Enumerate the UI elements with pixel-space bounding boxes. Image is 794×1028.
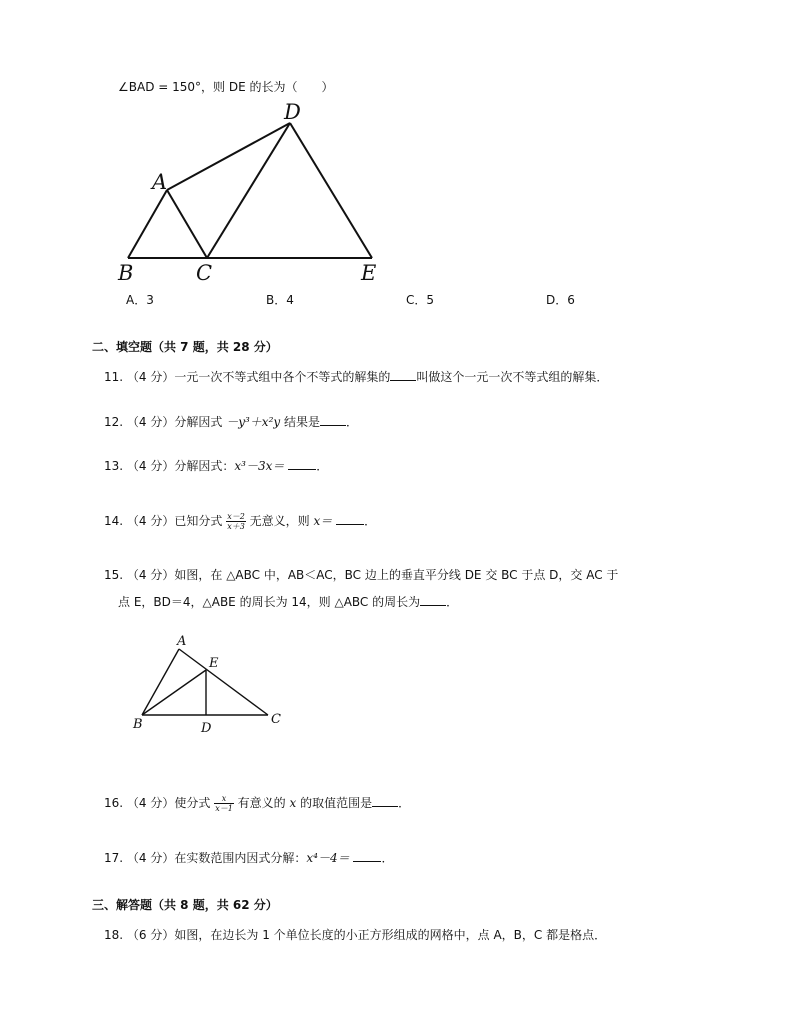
- label-c: C: [271, 712, 281, 727]
- question-18: [104, 926, 606, 944]
- segment-cd: [207, 123, 290, 258]
- label-d: D: [284, 100, 301, 124]
- q12-expression: －y³＋x²y: [226, 415, 281, 429]
- q14-end: ．: [364, 514, 377, 528]
- q17-text-a: 在实数范围内因式分解：: [174, 851, 307, 865]
- q16-text-b: 有意义的: [237, 796, 286, 810]
- option-b: B．4: [266, 293, 294, 307]
- q15-answer-blank[interactable]: [420, 592, 446, 606]
- q14-fraction: [226, 512, 246, 531]
- question-16: [104, 792, 410, 814]
- option-a: A．3: [126, 293, 154, 307]
- q12-text-a: 分解因式: [174, 415, 223, 429]
- q17-expression: x⁴－4＝: [306, 851, 350, 865]
- q14-text-b: 无意义，则: [249, 514, 310, 528]
- q14-fraction-numerator: x－2: [227, 512, 245, 521]
- label-e: E: [209, 656, 219, 671]
- q15-end: ．: [446, 595, 459, 609]
- q14-score: （4 分）: [126, 514, 175, 528]
- q15-number: 15.: [104, 568, 124, 582]
- q11-score: （4 分）: [126, 370, 175, 384]
- q16-text-c: 的取值范围是: [300, 796, 373, 810]
- option-c: C．5: [406, 293, 435, 307]
- q18-text: 如图，在边长为 1 个单位长度的小正方形组成的网格中，点 A，B，C 都是格点．: [174, 928, 607, 942]
- q10-tail-prefix: ∠BAD = 150°，则 DE 的长为（ ）: [118, 80, 334, 94]
- question-15-line-1: [104, 566, 618, 584]
- label-a: A: [152, 170, 168, 194]
- section-2-heading: 二、填空题（共 7 题，共 28 分）: [92, 340, 278, 354]
- question-12: [104, 412, 358, 431]
- figure-2-triangle: [130, 630, 290, 738]
- figure-2-lines: [142, 649, 268, 715]
- q13-answer-blank[interactable]: [288, 456, 316, 470]
- option-d: D．6: [546, 293, 575, 307]
- q13-score: （4 分）: [126, 459, 175, 473]
- q11-number: 11.: [104, 370, 124, 384]
- q13-end: ．: [316, 459, 329, 473]
- q12-end: ．: [346, 415, 359, 429]
- q16-fraction-numerator: x: [214, 794, 234, 804]
- label-c: C: [196, 261, 213, 285]
- q11-text-a: 一元一次不等式组中各个不等式的解集的: [174, 370, 391, 384]
- q14-expression: x＝: [313, 514, 333, 528]
- q16-end: ．: [398, 796, 411, 810]
- q12-answer-blank[interactable]: [320, 412, 346, 426]
- segment-ba: [128, 190, 167, 258]
- segment-ad: [167, 123, 290, 190]
- q15-score: （4 分）: [126, 568, 175, 582]
- q16-fraction: [214, 794, 234, 813]
- q18-score: （6 分）: [126, 928, 175, 942]
- question-11: [104, 367, 608, 386]
- label-b: B: [133, 717, 143, 732]
- question-15-line-2: [118, 592, 458, 611]
- segment-be: [142, 670, 206, 715]
- q17-number: 17.: [104, 851, 124, 865]
- q13-text-a: 分解因式：: [174, 459, 235, 473]
- q15-text-line-1: 如图，在 △ABC 中，AB＜AC，BC 边上的垂直平分线 DE 交 BC 于点 D，交 AC 于: [174, 568, 619, 582]
- label-d: D: [201, 721, 212, 736]
- label-e: E: [361, 261, 377, 285]
- section-3-heading: 三、解答题（共 8 题，共 62 分）: [92, 898, 278, 912]
- q16-text-a: 使分式: [174, 796, 211, 810]
- segment-ac: [179, 649, 268, 715]
- segment-ba: [142, 649, 179, 715]
- segment-de: [290, 123, 372, 258]
- label-a: A: [177, 634, 187, 649]
- segment-ac: [167, 190, 207, 258]
- question-13: [104, 456, 328, 475]
- q11-answer-blank[interactable]: [390, 367, 416, 381]
- q16-number: 16.: [104, 796, 124, 810]
- q12-score: （4 分）: [126, 415, 175, 429]
- q15-text-line-2: 点 E，BD＝4，△ABE 的周长为 14，则 △ABC 的周长为: [118, 595, 421, 609]
- q14-number: 14.: [104, 514, 124, 528]
- q14-text-a: 已知分式: [174, 514, 223, 528]
- q16-score: （4 分）: [126, 796, 175, 810]
- q14-fraction-denominator: x＋3: [227, 522, 245, 531]
- q14-answer-blank[interactable]: [336, 511, 364, 525]
- q17-answer-blank[interactable]: [353, 848, 381, 862]
- q13-number: 13.: [104, 459, 124, 473]
- q16-answer-blank[interactable]: [372, 793, 398, 807]
- q17-score: （4 分）: [126, 851, 175, 865]
- q16-fraction-denominator: x－1: [215, 804, 233, 813]
- q18-number: 18.: [104, 928, 124, 942]
- q13-expression: x³－3x＝: [234, 459, 285, 473]
- q16-variable: x: [289, 796, 297, 810]
- label-b: B: [118, 261, 134, 285]
- question-14: [104, 510, 376, 532]
- question-17: [104, 848, 393, 867]
- q12-text-b: 结果是: [284, 415, 321, 429]
- q10-tail-text: [118, 78, 333, 96]
- q17-end: ．: [381, 851, 394, 865]
- q11-text-b: 叫做这个一元一次不等式组的解集．: [416, 370, 609, 384]
- q12-number: 12.: [104, 415, 124, 429]
- figure-1-triangles: [110, 96, 400, 288]
